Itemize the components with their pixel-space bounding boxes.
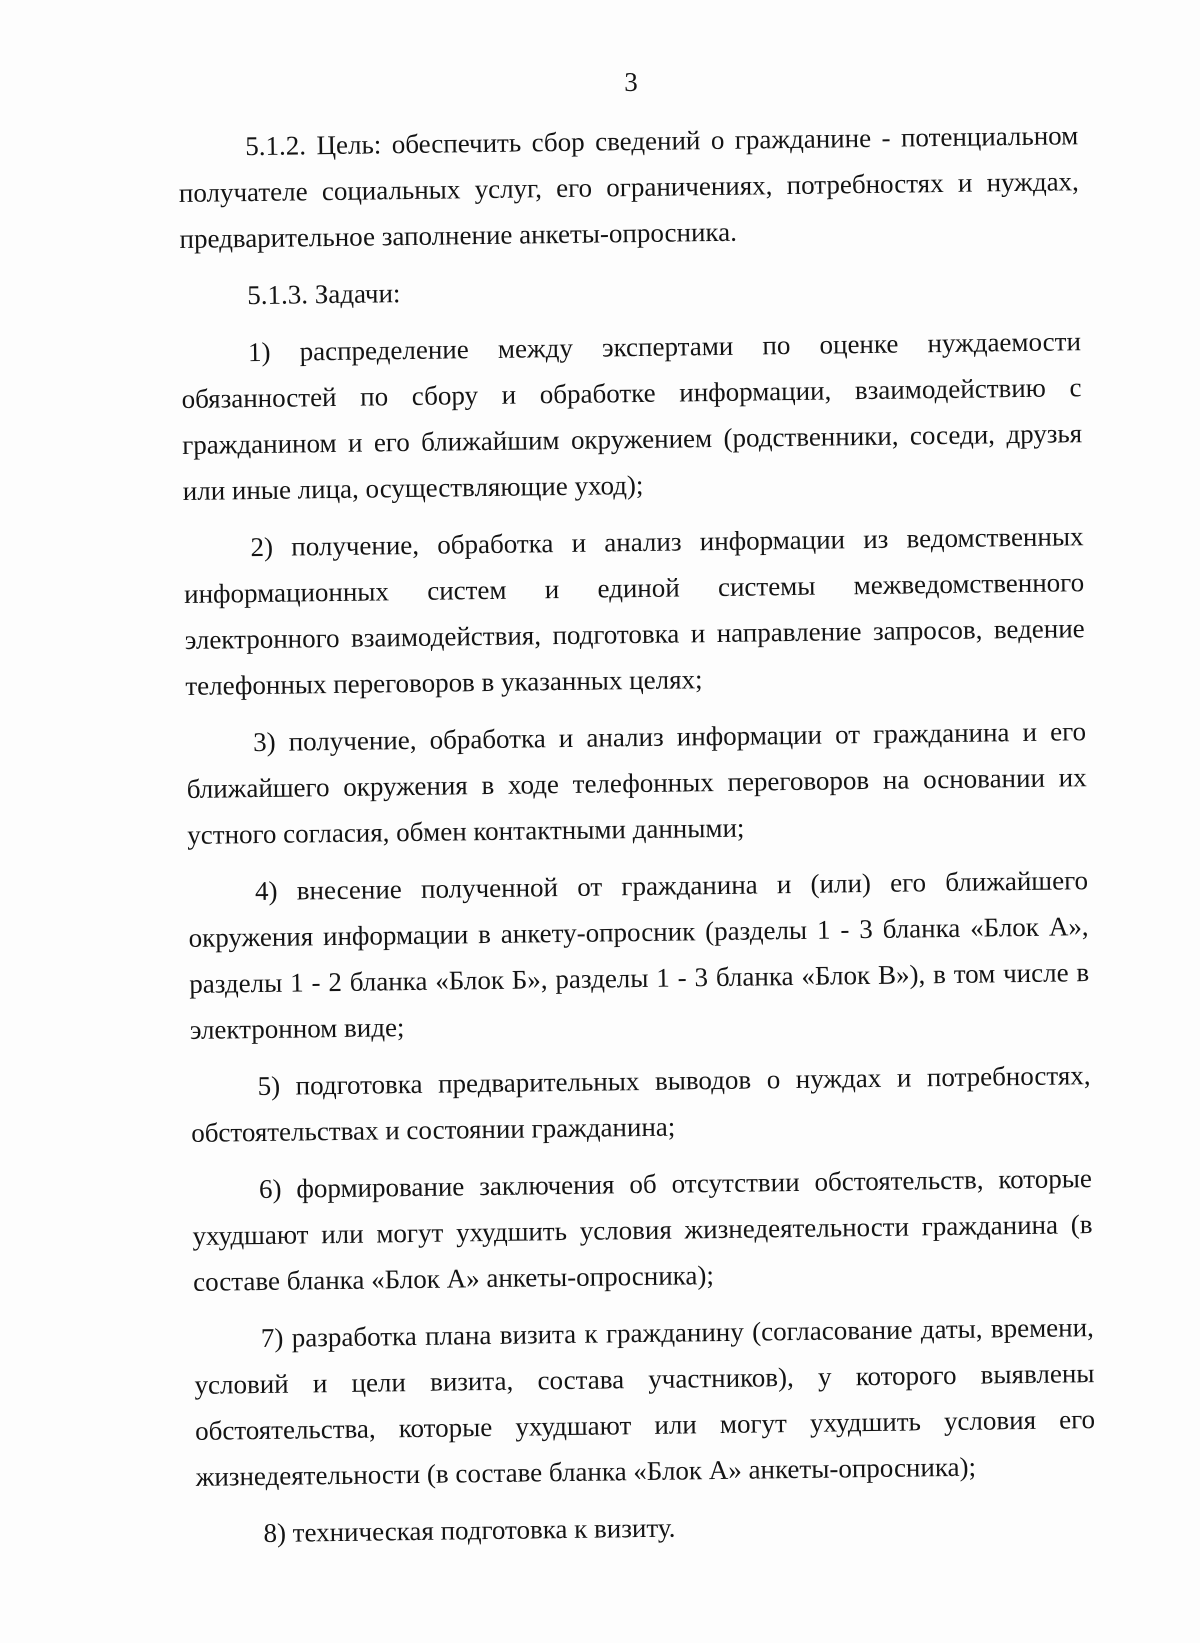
task-item-3: 3) получение, обработка и анализ информации от гражданина и его ближайшего окружения в ходе телефонных переговоров на основании их устного согласия, обмен контактными данными;: [186, 716, 1087, 850]
task-item-2: 2) получение, обработка и анализ информации из ведомственных информационных систем и единой системы межведомственного электронного взаимодействия, подготовка и направление запросов, ведение телефонных переговоров в указанных целях;: [183, 521, 1085, 701]
document-body: [178, 112, 1097, 1568]
task-item-5: 5) подготовка предварительных выводов о нуждах и потребностях, обстоятельствах и состоянии гражданина;: [191, 1060, 1091, 1148]
task-item-6: 6) формирование заключения об отсутствии обстоятельств, которые ухудшают или могут ухудшить условия жизнедеятельности гражданина (в составе бланка «Блок А» анкеты-опросника);: [192, 1163, 1093, 1297]
paragraph-tasks-heading: 5.1.3. Задачи:: [247, 278, 401, 311]
task-item-8: 8) техническая подготовка к визиту.: [263, 1512, 676, 1549]
page-number: 3: [624, 67, 638, 97]
task-item-4: 4) внесение полученной от гражданина и (или) его ближайшего окружения информации в анкету-опросник (разделы 1 - 3 бланка «Блок А», разделы 1 - 2 бланка «Блок Б», разделы 1 - 3 бланка «Блок В»), в том числе в электронном виде;: [188, 865, 1090, 1045]
task-item-1: 1) распределение между экспертами по оценке нуждаемости обязанностей по сбору и обработке информации, взаимодействию с гражданином и его ближайшим окружением (родственники, соседи, друзья или иные лица, осуществляющие уход);: [181, 326, 1083, 506]
task-item-7: 7) разработка плана визита к гражданину (согласование даты, времени, условий и цели визита, состава участников), у которого выявлены обстоятельства, которые ухудшают или могут ухудшить условия его жизнедеятельности (в составе бланка «Блок А» анкеты-опросника);: [194, 1312, 1096, 1492]
paragraph-goal: 5.1.2. Цель: обеспечить сбор сведений о гражданине - потенциальном получателе социальных услуг, его ограничениях, потребностях и нуждах, предварительное заполнение анкеты-опросника.: [178, 120, 1080, 254]
